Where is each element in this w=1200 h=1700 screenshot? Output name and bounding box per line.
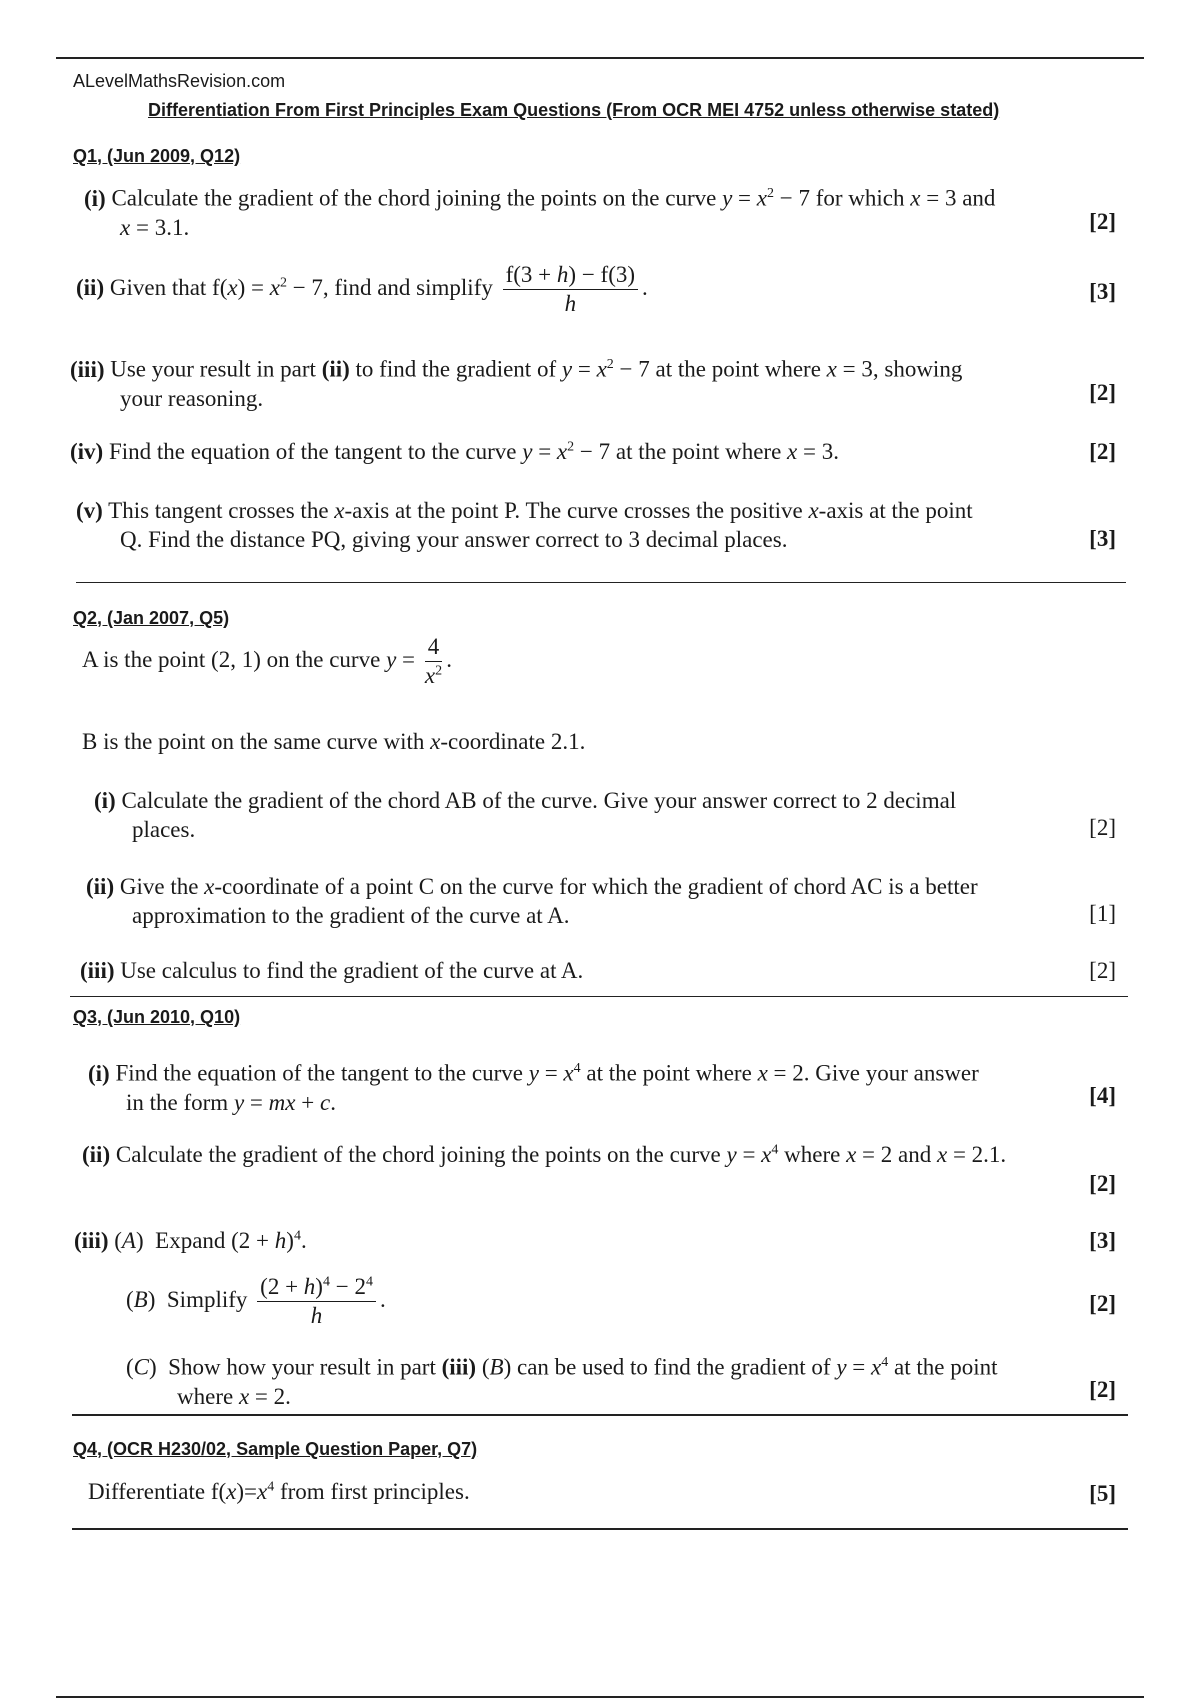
q3-iii-a-mark: [3] — [1089, 1228, 1116, 1253]
q1-i-mark: [2] — [1089, 209, 1116, 234]
document-title: Differentiation From First Principles Exam Questions (From OCR MEI 4752 unless otherwise stated) — [148, 100, 1000, 120]
q3-part-iii-a: (iii) (A) Expand $(2 + h)^4$. — [74, 1228, 307, 1253]
q3-iii-b-mark: [2] — [1089, 1291, 1116, 1316]
q3-i-mark: [4] — [1089, 1083, 1116, 1108]
q1-heading: Q1, (Jun 2009, Q12) — [73, 146, 241, 166]
q2-iii-mark: [2] — [1089, 958, 1116, 983]
q2-ii-mark: [1] — [1089, 901, 1116, 926]
q3-heading: Q3, (Jun 2010, Q10) — [73, 1007, 241, 1027]
q3-divider — [72, 1414, 1128, 1416]
bottom-rule — [56, 1696, 1144, 1698]
q3-part-iii-c: (C) Show how your result in part (iii) (B) can be used to find the gradient of $y = x^4$ at the point where x = 2. — [126, 1354, 998, 1409]
q3-iii-c-mark: [2] — [1089, 1377, 1116, 1402]
site-name: ALevelMathsRevision.com — [73, 71, 286, 91]
q3-part-i: (i) Find the equation of the tangent to the curve $y = x^4$ at the point where x = 2. Give your answer in the form y = mx + c. — [88, 1060, 979, 1115]
q1-part-iii: (iii) Use your result in part (ii) to find the gradient of $y = x^2 - 7$ at the point where x = 3, showing your reasoning. — [70, 356, 963, 411]
q1-fraction: $\frac{f(3 + h) - f(3)}{h}$ — [503, 262, 638, 318]
q3-fraction: $\frac{(2 + h)^4 - 2^4}{h}$ — [257, 1274, 376, 1330]
q4-mark: [5] — [1089, 1481, 1116, 1506]
q3-part-ii: (ii) Calculate the gradient of the chord joining the points on the curve $y = x^4$ where x = 2 and x = 2.1. — [82, 1142, 1007, 1167]
q4-text-end: from first principles. — [279, 1479, 470, 1504]
q3-part-iii-b: (B) Simplify $\frac{(2 + h)^4 - 2^4}{h}$ . — [126, 1274, 386, 1329]
q2-fraction: $\frac{4}{x^2}$ — [424, 634, 443, 689]
q1-ii-mark: [3] — [1089, 279, 1116, 304]
q3-ii-mark: [2] — [1089, 1171, 1116, 1196]
top-rule — [56, 57, 1144, 59]
q1-iv-mark: [2] — [1089, 439, 1116, 464]
q2-intro-b: B is the point on the same curve with x-coordinate 2.1. — [82, 729, 586, 754]
q2-part-iii: (iii) Use calculus to find the gradient of the curve at A. — [80, 958, 584, 983]
q1-part-v: (v) This tangent crosses the x-axis at the point P. The curve crosses the positive x-axis at the point Q. Find the distance PQ, giving your answer correct to 3 decimal places. — [76, 498, 973, 552]
q1-part-iv: (iv) Find the equation of the tangent to the curve $y = x^2 - 7$ at the point where x = 3. — [70, 439, 839, 464]
q2-part-i: (i) Calculate the gradient of the chord AB of the curve. Give your answer correct to 2 decimal places. — [94, 788, 957, 842]
q2-i-mark: [2] — [1089, 815, 1116, 840]
q1-iii-mark: [2] — [1089, 380, 1116, 405]
q2-divider — [70, 996, 1128, 997]
q1-divider — [76, 582, 1126, 583]
q4-divider — [72, 1528, 1128, 1530]
q1-v-mark: [3] — [1089, 526, 1116, 551]
q4-question: Differentiate $f(x)=x^4$ from first principles. — [88, 1479, 470, 1504]
q2-part-ii: (ii) Give the x-coordinate of a point C on the curve for which the gradient of chord AC is a better approximation to the gradient of the curve at A. — [86, 874, 978, 928]
q4-heading: Q4, (OCR H230/02, Sample Question Paper, Q7) — [73, 1439, 478, 1459]
q2-intro-a: A is the point (2, 1) on the curve y = $\frac{4}{x^2}$ . — [82, 634, 453, 689]
q1-part-i: (i) Calculate the gradient of the chord joining the points on the curve $y = x^2 - 7$ for which x = 3 and x = 3.1. — [84, 185, 996, 240]
q2-heading: Q2, (Jan 2007, Q5) — [73, 608, 230, 628]
q4-text: Differentiate — [88, 1479, 206, 1504]
q1-part-ii: (ii) Given that $f(x) = x^2 - 7$, find and simplify $\frac{f(3 + h) - f(3)}{h}$ . — [76, 262, 648, 317]
